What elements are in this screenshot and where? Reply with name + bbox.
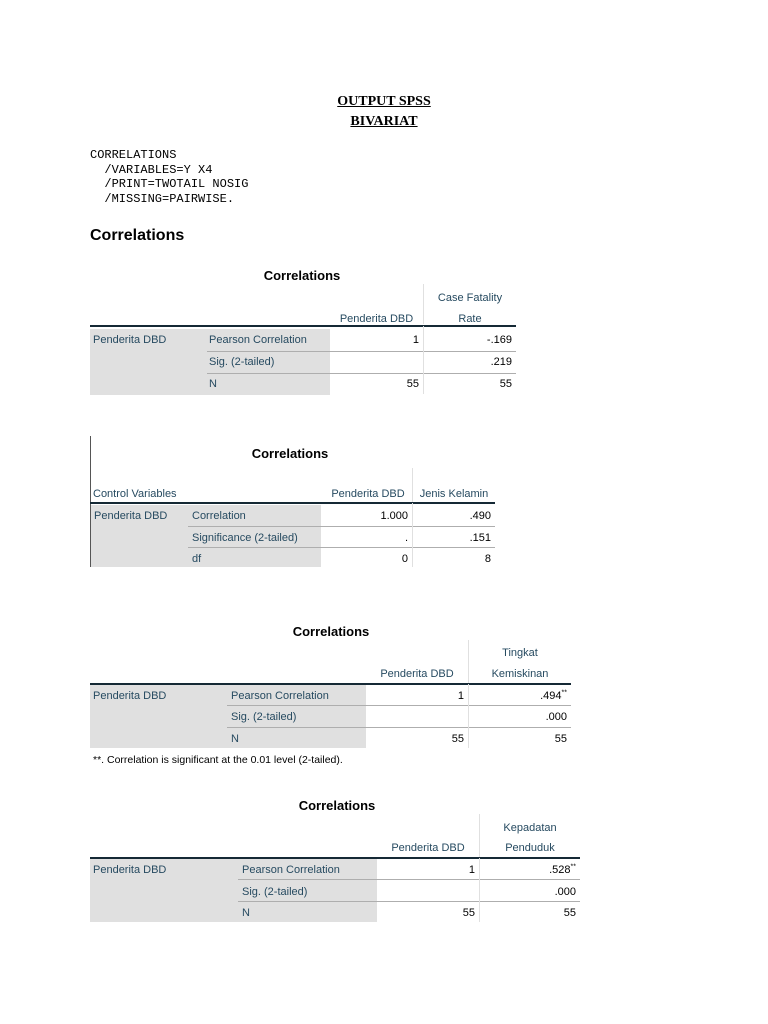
col-header-kepadatan-penduduk-line2: Penduduk	[505, 842, 555, 854]
table-row	[90, 548, 495, 570]
corner-header-control-variables: Control Variables	[93, 488, 177, 500]
stat-label: Pearson Correlation	[231, 690, 329, 702]
value-cell: 55	[462, 907, 475, 919]
stat-label: N	[242, 907, 250, 919]
value-cell: 55	[499, 378, 512, 390]
stat-label: N	[231, 733, 239, 745]
col-header-jenis-kelamin: Jenis Kelamin	[419, 488, 489, 500]
value-cell: .000	[554, 886, 576, 898]
correlations-table-2	[90, 436, 500, 568]
stat-label: Pearson Correlation	[209, 334, 307, 346]
value-cell	[330, 351, 423, 373]
table-row	[90, 881, 580, 903]
correlations-table-4	[90, 794, 590, 924]
document-title-line1: OUTPUT SPSS	[337, 94, 431, 109]
row-label-penderita-dbd: Penderita DBD	[90, 859, 238, 922]
stat-label: Correlation	[192, 510, 246, 522]
table-title: Correlations	[251, 446, 329, 461]
table-row	[90, 685, 571, 707]
value-cell: .494**	[540, 689, 567, 702]
value-cell: 55	[406, 378, 419, 390]
correlations-table-3	[90, 620, 580, 770]
table-row	[90, 329, 516, 351]
stat-label: Sig. (2-tailed)	[231, 711, 297, 723]
value-cell: .	[404, 532, 408, 544]
table-row	[90, 527, 495, 549]
value-cell: .219	[490, 356, 512, 368]
table-row	[90, 728, 571, 750]
document-title-line2: BIVARIAT	[350, 114, 418, 129]
col-header-kepadatan-penduduk-line1: Kepadatan	[503, 822, 557, 834]
row-label-penderita-dbd: Penderita DBD	[90, 685, 227, 748]
col-header-penderita-dbd: Penderita DBD	[339, 313, 414, 325]
value-cell: 1	[412, 334, 419, 346]
value-cell: 1.000	[380, 510, 408, 522]
stat-label: Pearson Correlation	[242, 864, 340, 876]
col-header-tingkat-kemiskinan-line2: Kemiskinan	[491, 668, 549, 680]
table-row	[90, 859, 580, 881]
value-cell: .000	[545, 711, 567, 723]
table-title: Correlations	[292, 624, 370, 639]
col-header-penderita-dbd: Penderita DBD	[391, 842, 465, 854]
value-cell: 8	[484, 553, 491, 565]
significance-marker: **	[561, 689, 567, 697]
value-cell: .490	[469, 510, 491, 522]
section-heading: Correlations	[90, 227, 185, 244]
stat-label: N	[209, 378, 217, 390]
table-row	[90, 706, 571, 728]
stat-label: Sig. (2-tailed)	[209, 356, 275, 368]
row-label-penderita-dbd: Penderita DBD	[91, 505, 188, 567]
value-cell: 55	[451, 733, 464, 745]
significance-marker: **	[570, 863, 576, 871]
table-title: Correlations	[263, 268, 341, 283]
value-cell: .528**	[549, 863, 576, 876]
table-row	[90, 351, 516, 373]
value-cell: -.169	[486, 334, 512, 346]
col-header-tingkat-kemiskinan-line1: Tingkat	[502, 647, 538, 659]
value-cell: 0	[401, 553, 408, 565]
table-row	[90, 505, 495, 527]
table-title: Correlations	[298, 798, 376, 813]
row-label-penderita-dbd: Penderita DBD	[90, 329, 207, 395]
col-header-case-fatality-line2: Rate	[458, 313, 482, 325]
syntax-block: CORRELATIONS /VARIABLES=Y X4 /PRINT=TWOTAIL NOSIG /MISSING=PAIRWISE.	[90, 148, 249, 206]
stat-label: df	[192, 553, 202, 565]
table-row	[90, 902, 580, 924]
value-cell: .151	[469, 532, 491, 544]
table-footnote: **. Correlation is significant at the 0.01 level (2-tailed).	[93, 754, 343, 766]
col-header-case-fatality-line1: Case Fatality	[437, 292, 503, 304]
value-cell: 55	[563, 907, 576, 919]
value-cell: 55	[554, 733, 567, 745]
value-cell: 1	[468, 864, 475, 876]
col-header-penderita-dbd: Penderita DBD	[380, 668, 454, 680]
stat-label: Sig. (2-tailed)	[242, 886, 308, 898]
value-cell	[377, 881, 479, 903]
table-row	[90, 373, 516, 395]
stat-label: Significance (2-tailed)	[192, 532, 298, 544]
value-cell: 1	[457, 690, 464, 702]
correlations-table-1	[90, 266, 520, 396]
value-cell	[366, 706, 468, 728]
col-header-penderita-dbd: Penderita DBD	[331, 488, 405, 500]
